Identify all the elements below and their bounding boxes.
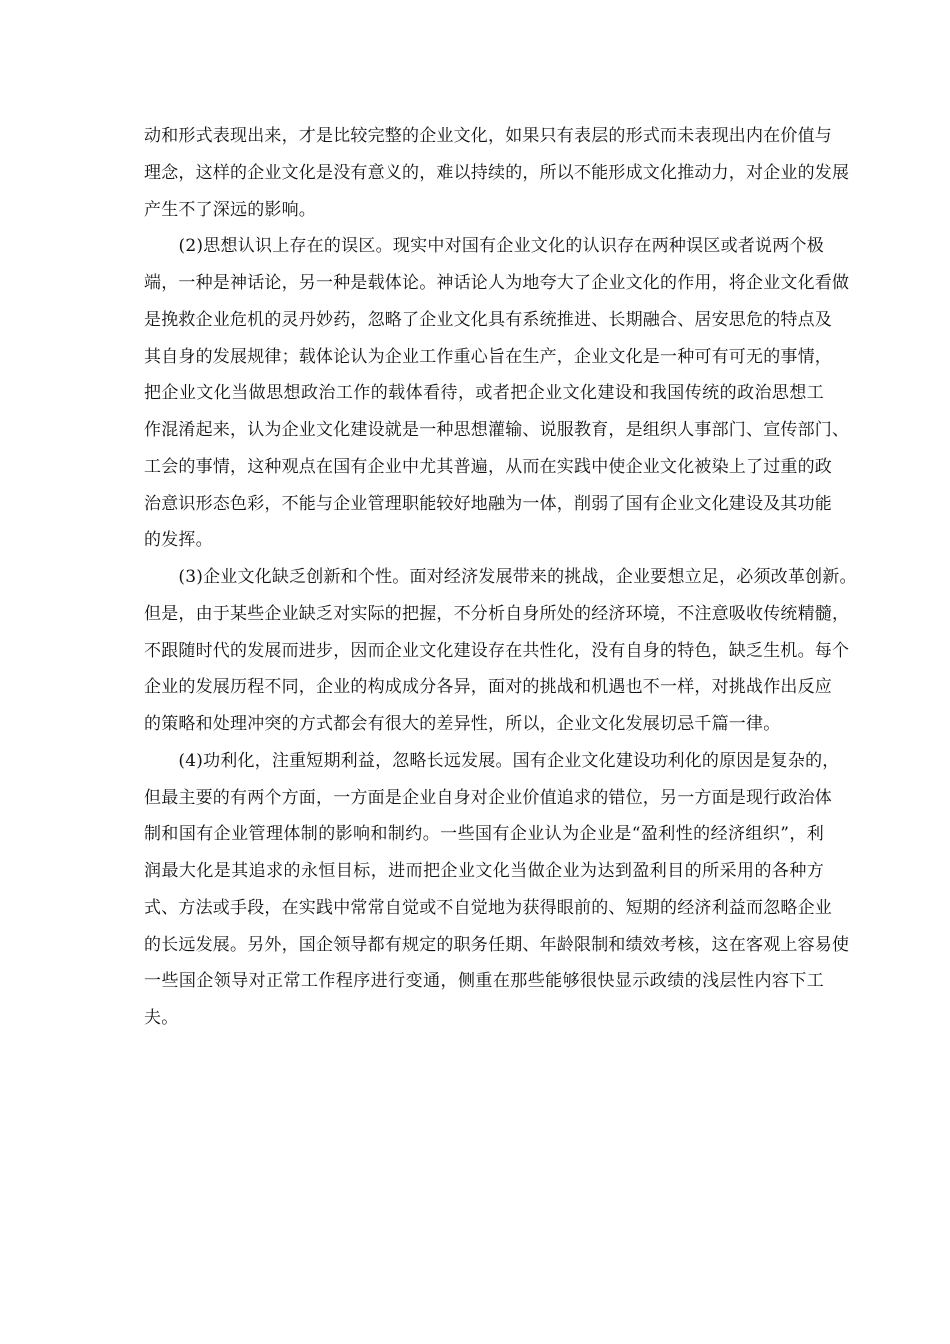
text-line: 式、方法或手段，在实践中常常自觉或不自觉地为获得眼前的、短期的经济利益而忽略企业 (144, 897, 832, 918)
text-line: 把企业文化当做思想政治工作的载体看待，或者把企业文化建设和我国传统的政治思想工 (144, 383, 824, 404)
text-line: 润最大化是其追求的永恒目标，进而把企业文化当做企业为达到盈利目的所采用的各种方 (144, 861, 824, 881)
text-line: 企业的发展历程不同，企业的构成成分各异，面对的挑战和机遇也不一样，对挑战作出反应 (144, 677, 832, 698)
text-line: 的长远发展。另外，国企领导都有规定的职务任期、年龄限制和绩效考核，这在客观上容易使 (144, 934, 850, 955)
text-line: (4)功利化，注重短期利益，忽略长远发展。国有企业文化建设功利化的原因是复杂的， (144, 750, 840, 771)
text-line: 一些国企领导对正常工作程序进行变通，侧重在那些能够很快显示政绩的浅层性内容下工 (144, 971, 824, 992)
text-line: 其自身的发展规律；载体论认为企业工作重心旨在生产，企业文化是一种可有可无的事情， (144, 346, 832, 367)
text-line: (3)企业文化缺乏创新和个性。面对经济发展带来的挑战，企业要想立足，必须改革创新。 (144, 567, 857, 587)
text-line: 产生不了深远的影响。 (144, 199, 316, 220)
text-line: 作混淆起来，认为企业文化建设就是一种思想灌输、说服教育，是组织人事部门、宣传部门、 (144, 420, 850, 440)
text-line: 夫。 (144, 1008, 179, 1028)
text-line: 工会的事情，这种观点在国有企业中尤其普遍，从而在实践中使企业文化被染上了过重的政 (144, 456, 832, 477)
text-line: 理念，这样的企业文化是没有意义的，难以持续的，所以不能形成文化推动力，对企业的发展 (144, 162, 850, 183)
text-line: 的发挥。 (144, 530, 213, 551)
text-line: 治意识形态色彩，不能与企业管理职能较好地融为一体，削弱了国有企业文化建设及其功能 (144, 493, 832, 514)
text-line: 动和形式表现出来，才是比较完整的企业文化，如果只有表层的形式而未表现出内在价值与 (144, 126, 832, 146)
text-line: 但最主要的有两个方面，一方面是企业自身对企业价值追求的错位，另一方面是现行政治体 (144, 787, 832, 808)
text-line: 但是，由于某些企业缺乏对实际的把握，不分析自身所处的经济环境，不注意吸收传统精髓， (144, 603, 850, 624)
text-line: 是挽救企业危机的灵丹妙药，忽略了企业文化具有系统推进、长期融合、居安思危的特点及 (144, 309, 832, 330)
body-text (144, 118, 857, 1037)
text-line: 制和国有企业管理体制的影响和制约。一些国有企业认为企业是“盈利性的经济组织”，利 (144, 824, 824, 845)
text-line: 的策略和处理冲突的方式都会有很大的差异性，所以，企业文化发展切忌千篇一律。 (144, 714, 781, 734)
text-line: (2)思想认识上存在的误区。现实中对国有企业文化的认识存在两种误区或者说两个极 (144, 236, 824, 257)
text-line: 端，一种是神话论，另一种是载体论。神话论人为地夸大了企业文化的作用，将企业文化看做 (144, 273, 850, 293)
text-line: 不跟随时代的发展而进步，因而企业文化建设存在共性化，没有自身的特色，缺乏生机。每个 (144, 640, 850, 661)
